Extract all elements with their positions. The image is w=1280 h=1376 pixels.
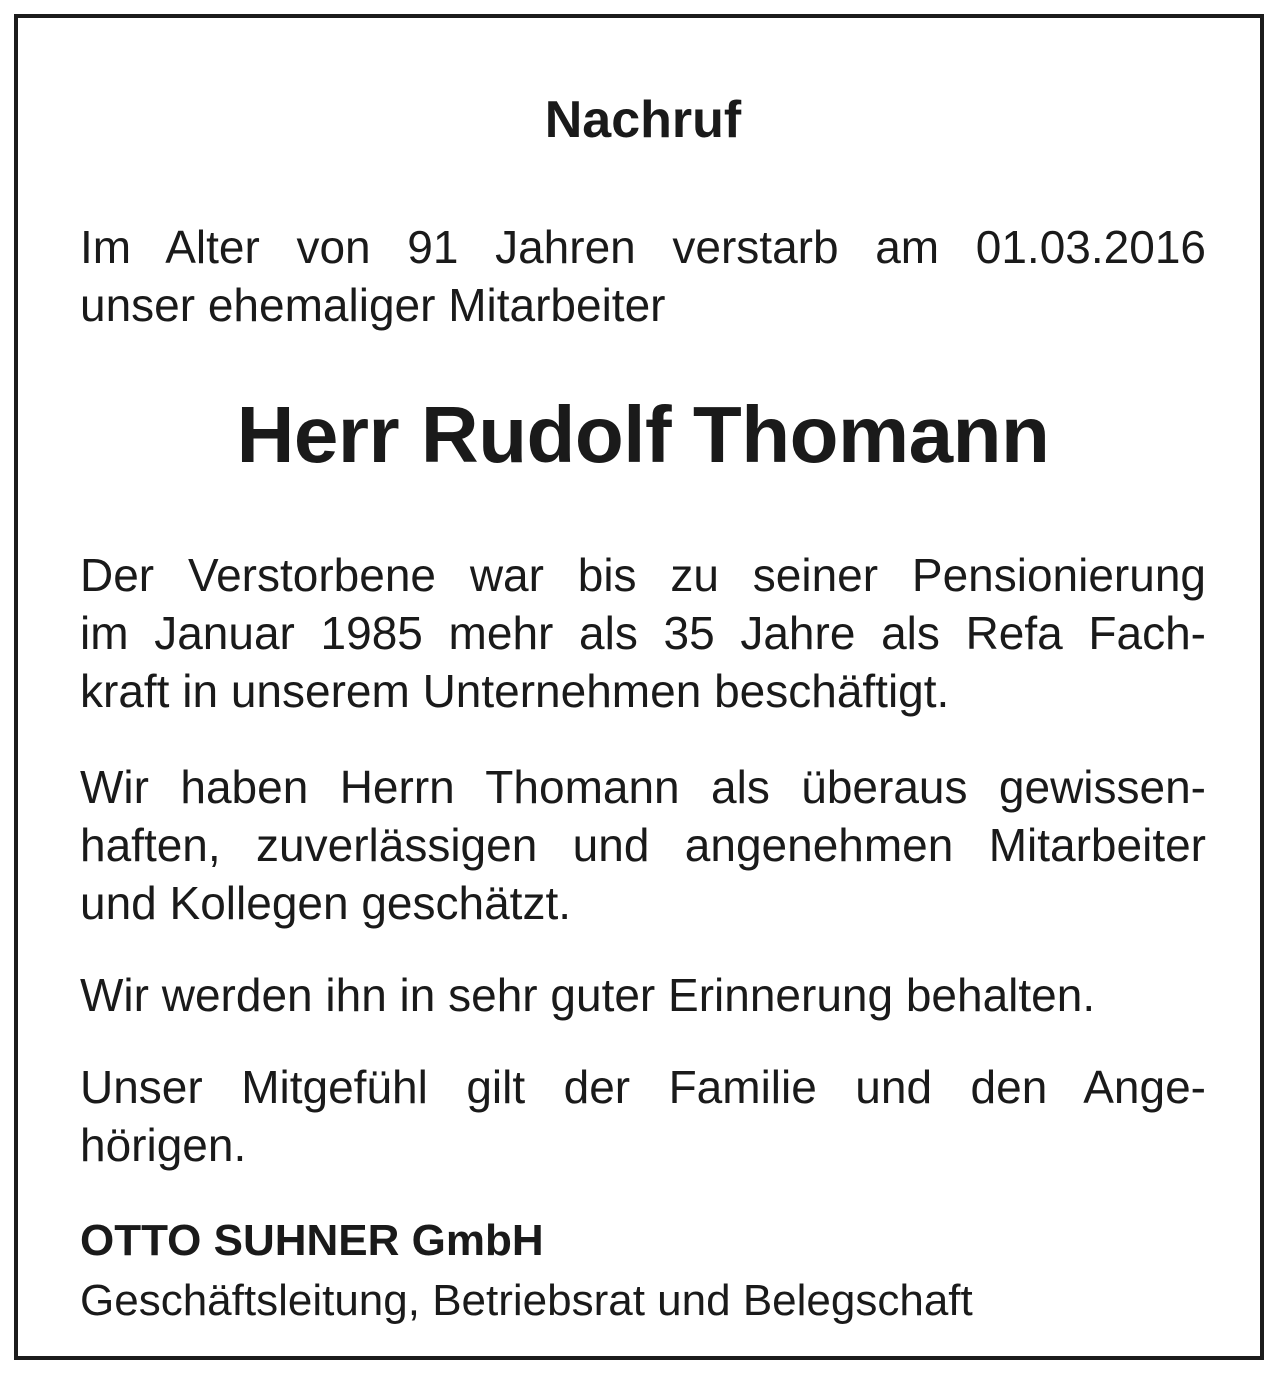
memory-line-1: Wir werden ihn in sehr guter Erinnerung behalten.	[80, 969, 1096, 1021]
career-paragraph	[80, 546, 1206, 720]
company-name: OTTO SUHNER GmbH	[80, 1216, 544, 1265]
condolence-line-2: hörigen.	[80, 1119, 247, 1171]
appreciation-paragraph	[80, 758, 1206, 932]
deceased-name: Herr Rudolf Thomann	[236, 390, 1050, 479]
signature-group: Geschäftsleitung, Betriebsrat und Belegschaft	[80, 1276, 973, 1325]
appreciation-line-3: und Kollegen geschätzt.	[80, 877, 572, 929]
intro-line-2: unser ehemaliger Mitarbeiter	[80, 279, 666, 331]
obituary-heading: Nachruf	[544, 91, 742, 149]
condolence-line-1: Unser Mitgefühl gilt der Familie und den Ange-	[80, 1061, 1206, 1113]
condolence-paragraph	[80, 1058, 1206, 1174]
intro-paragraph	[80, 218, 1206, 334]
intro-line-1: Im Alter von 91 Jahren verstarb am 01.03.2016	[80, 221, 1206, 273]
appreciation-line-1: Wir haben Herrn Thomann als überaus gewissen-	[80, 761, 1206, 813]
appreciation-line-2: haften, zuverlässigen und angenehmen Mitarbeiter	[80, 819, 1206, 871]
memory-paragraph	[80, 966, 1206, 1024]
career-line-2: im Januar 1985 mehr als 35 Jahre als Refa Fach-	[80, 607, 1206, 659]
career-line-1: Der Verstorbene war bis zu seiner Pensionierung	[80, 549, 1206, 601]
career-line-3: kraft in unserem Unternehmen beschäftigt.	[80, 665, 950, 717]
obituary-frame	[14, 14, 1264, 1360]
